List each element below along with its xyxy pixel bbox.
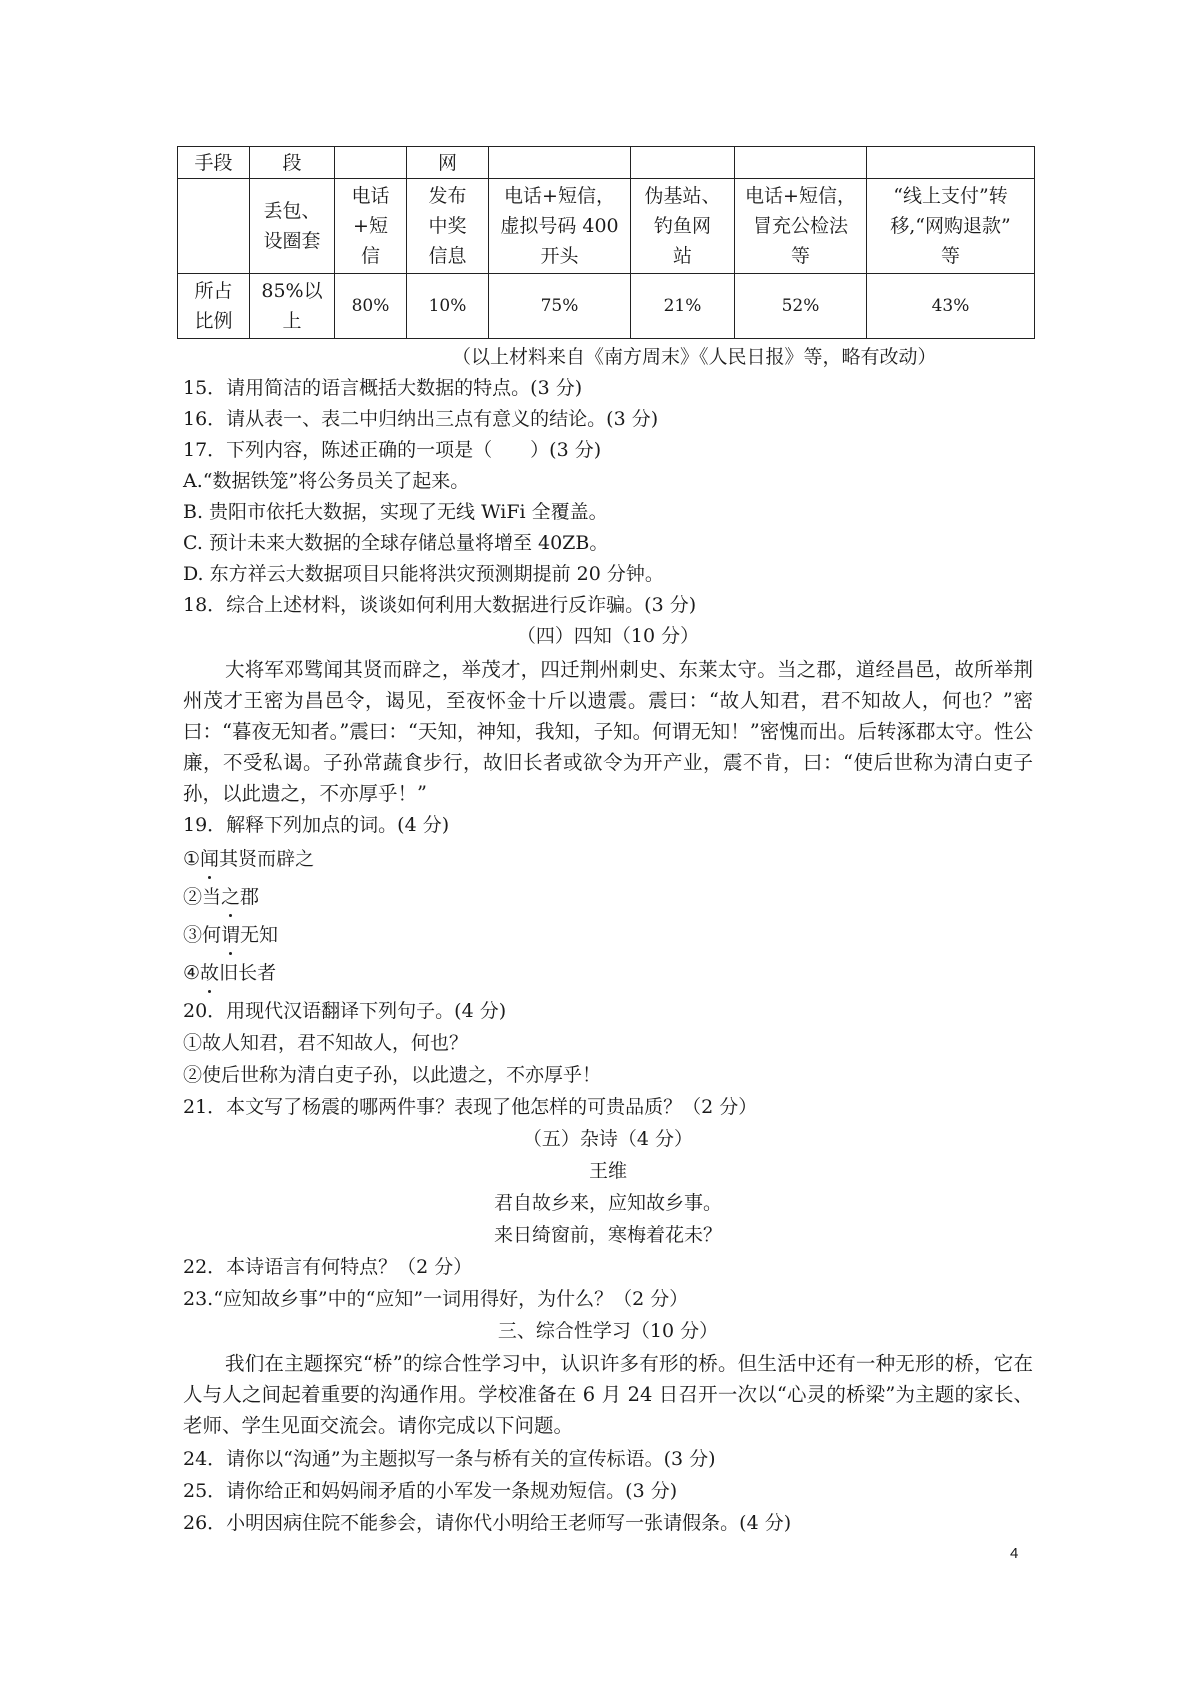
table-row: [178, 179, 1035, 274]
cell-line: +短: [353, 215, 388, 237]
question-20: 20．用现代汉语翻译下列句子。(4 分): [183, 1000, 507, 1022]
table-cell: 网: [407, 147, 489, 179]
question-18: 18．综合上述材料，谈谈如何利用大数据进行反诈骗。(3 分): [183, 594, 697, 616]
question-23: 23.“应知故乡事”中的“应知”一词用得好，为什么？（2 分）: [183, 1288, 689, 1310]
option-a: A.“数据铁笼”将公务员关了起来。: [183, 470, 470, 492]
cell-line: 电话+短信，: [504, 185, 615, 207]
cell-line: 电话+短信，: [745, 185, 856, 207]
table-row: [178, 274, 1035, 339]
table-cell: [335, 147, 407, 179]
cell-line: 信息: [428, 245, 467, 267]
poem-line-2: 来日绮窗前，寒梅着花未？: [493, 1224, 722, 1246]
table-cell: [178, 274, 250, 339]
table-cell: [178, 179, 250, 274]
table-cell: [631, 179, 735, 274]
table-cell: [735, 147, 867, 179]
table-cell: [407, 179, 489, 274]
cell-line: 比例: [194, 310, 233, 332]
cell-line: 等: [940, 245, 960, 267]
cell-line: 站: [672, 245, 692, 267]
question-17: 17．下列内容，陈述正确的一项是（ ）(3 分): [183, 439, 602, 461]
table-cell: 手段: [178, 147, 250, 179]
cell-line: 伪基站、: [644, 185, 721, 207]
translate-sentence-1: ①故人知君，君不知故人，何也？: [183, 1032, 469, 1054]
poem-author: 王维: [588, 1160, 627, 1182]
dotted-char: 之: [221, 882, 240, 912]
option-b: B. 贵阳市依托大数据，实现了无线 WiFi 全覆盖。: [183, 501, 608, 523]
table-cell: [867, 147, 1035, 179]
table-cell: [735, 179, 867, 274]
word-suffix: 无知: [240, 924, 279, 946]
cell-line: 虚拟号码 400: [500, 215, 619, 237]
word-prefix: ④: [183, 962, 201, 984]
question-24: 24．请你以“沟通”为主题拟写一条与桥有关的宣传标语。(3 分): [183, 1448, 716, 1470]
cell-line: 中奖: [428, 215, 467, 237]
table-cell: [335, 179, 407, 274]
dotted-char: 闻: [200, 844, 219, 874]
table-cell: [250, 179, 335, 274]
classical-passage: 大将军邓骘闻其贤而辟之，举茂才，四迁荆州刺史、东莱太守。当之郡，道经昌邑，故所举荆州茂才王密为昌邑令，谒见，至夜怀金十斤以遗震。震曰：“故人知君，君不知故人，何也？”密曰：“暮夜无知者。”震曰：“天知，神知，我知，子知。何谓无知！”密愧而出。后转涿郡太守。性公廉，不受私谒。子孙常蔬食步行，故旧长者或欲令为开产业，震不肯，曰：“使后世称为清白吏子孙，以此遗之，不亦厚乎！”: [183, 658, 1033, 805]
question-25: 25．请你给正和妈妈闹矛盾的小军发一条规劝短信。(3 分): [183, 1480, 678, 1502]
cell-line: 丢包、: [263, 200, 321, 222]
table-cell: 10%: [407, 274, 489, 339]
word-item-2: [183, 882, 259, 912]
cell-line: 移,“网购退款”: [890, 215, 1011, 237]
question-21: 21．本文写了杨震的哪两件事？表现了他怎样的可贵品质？（2 分）: [183, 1096, 758, 1118]
cell-line: 电话: [351, 185, 390, 207]
cell-line: 发布: [428, 185, 467, 207]
cell-line: 开头: [540, 245, 579, 267]
table-cell: [489, 147, 631, 179]
option-c: C. 预计未来大数据的全球存储总量将增至 40ZB。: [183, 532, 609, 554]
word-suffix: 郡: [240, 886, 260, 908]
question-15: 15．请用简洁的语言概括大数据的特点。(3 分): [183, 377, 583, 399]
dotted-char: 谓: [221, 920, 240, 950]
word-item-3: [183, 920, 278, 950]
intro-paragraph: 我们在主题探究“桥”的综合性学习中，认识许多有形的桥。但生活中还有一种无形的桥，它在人与人之间起着重要的沟通作用。学校准备在 6 月 24 日召开一次以“心灵的桥梁”为主题的家长、老师、学生见面交流会。请你完成以下问题。: [183, 1352, 1033, 1437]
table-cell: [250, 274, 335, 339]
option-d: D. 东方祥云大数据项目只能将洪灾预测期提前 20 分钟。: [183, 563, 664, 585]
cell-line: 所占: [194, 280, 233, 302]
table-cell: [867, 179, 1035, 274]
cell-line: 冒充公检法: [752, 215, 848, 237]
word-item-1: [183, 844, 314, 874]
poem-line-1: 君自故乡来，应知故乡事。: [493, 1192, 722, 1214]
page-number: 4: [1010, 1545, 1019, 1562]
cell-line: 信: [360, 245, 380, 267]
question-19: 19．解释下列加点的词。(4 分): [183, 814, 450, 836]
word-suffix: 其贤而辟之: [219, 848, 315, 870]
table-cell: 43%: [867, 274, 1035, 339]
section-heading-3: 三、综合性学习（10 分）: [497, 1320, 719, 1342]
word-prefix: ③何: [183, 924, 222, 946]
section-heading-4: （四）四知（10 分）: [516, 625, 700, 647]
table-cell: 52%: [735, 274, 867, 339]
question-16: 16．请从表一、表二中归纳出三点有意义的结论。(3 分): [183, 408, 659, 430]
table-cell: 75%: [489, 274, 631, 339]
section-heading-5: （五）杂诗（4 分）: [522, 1128, 694, 1150]
cell-line: 上: [282, 310, 302, 332]
question-26: 26．小明因病住院不能参会，请你代小明给王老师写一张请假条。(4 分): [183, 1512, 792, 1534]
word-suffix: 旧长者: [219, 962, 277, 984]
table-cell: 21%: [631, 274, 735, 339]
table-row: [178, 147, 1035, 179]
table-cell: [489, 179, 631, 274]
table-cell: 段: [250, 147, 335, 179]
cell-line: 钓鱼网: [653, 215, 711, 237]
table-cell: [631, 147, 735, 179]
cell-line: 等: [790, 245, 810, 267]
cell-line: 设圈套: [263, 230, 321, 252]
dotted-char: 故: [200, 958, 219, 988]
source-note: （以上材料来自《南方周末》《人民日报》等，略有改动）: [452, 346, 937, 368]
translate-sentence-2: ②使后世称为清白吏子孙，以此遗之，不亦厚乎！: [183, 1064, 602, 1086]
word-prefix: ①: [183, 848, 201, 870]
question-22: 22．本诗语言有何特点？（2 分）: [183, 1256, 473, 1278]
word-prefix: ②当: [183, 886, 222, 908]
cell-line: 85%以: [261, 280, 323, 302]
fraud-stats-table: [177, 146, 1035, 339]
word-item-4: [183, 958, 276, 988]
table-cell: 80%: [335, 274, 407, 339]
cell-line: “线上支付”转: [893, 185, 1008, 207]
